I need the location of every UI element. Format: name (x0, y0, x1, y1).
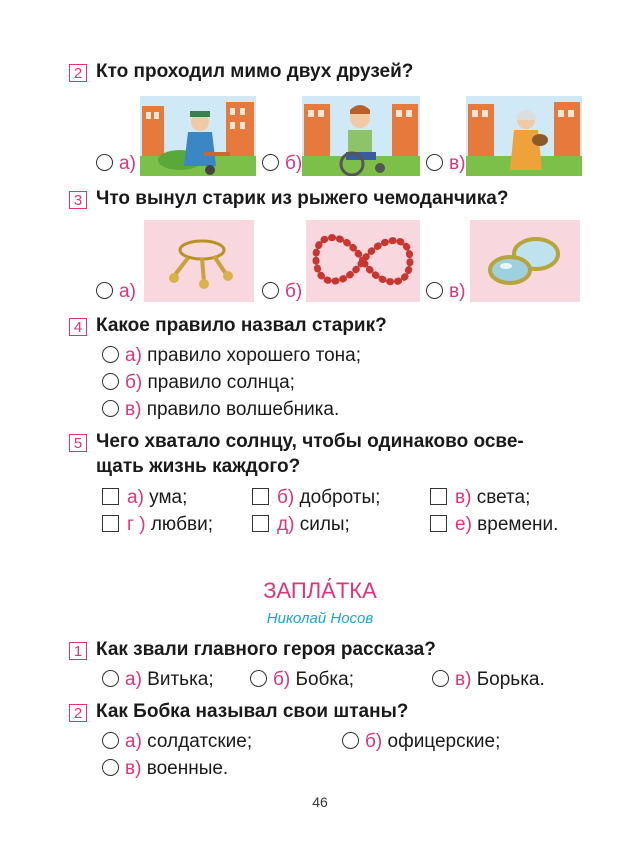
checkbox-icon[interactable] (430, 515, 447, 532)
radio-icon[interactable] (102, 373, 119, 390)
radio-icon[interactable] (102, 670, 119, 687)
radio-icon[interactable] (262, 154, 279, 171)
question-number: 2 (69, 64, 87, 82)
checkbox-option-b[interactable]: б) доброты; (252, 487, 380, 509)
page-number: 46 (312, 794, 328, 810)
option-b[interactable]: б) правило солнца; (102, 372, 295, 394)
option-b[interactable]: б) (262, 281, 302, 303)
checkbox-option-e[interactable]: д) силы; (252, 514, 350, 536)
question-number: 3 (69, 191, 87, 209)
radio-icon[interactable] (102, 346, 119, 363)
question-number: 4 (69, 318, 87, 336)
option-a[interactable]: а) (96, 153, 136, 175)
option-a[interactable]: а) солдатские; (102, 731, 252, 753)
option-b[interactable]: б) (262, 153, 302, 175)
checkbox-icon[interactable] (102, 515, 119, 532)
radio-icon[interactable] (426, 282, 443, 299)
checkbox-option-f[interactable]: е) времени. (430, 514, 558, 536)
checkbox-option-a[interactable]: а) ума; (102, 487, 187, 509)
question-text: Как Бобка называл свои штаны? (96, 701, 409, 722)
checkbox-icon[interactable] (252, 515, 269, 532)
radio-icon[interactable] (262, 282, 279, 299)
option-c[interactable]: в) правило волшебника. (102, 399, 339, 421)
question-text-line1: Чего хватало солнцу, чтобы одинаково осве- (96, 431, 524, 452)
image-boy-wheelchair (302, 96, 420, 176)
checkbox-icon[interactable] (430, 488, 447, 505)
checkbox-option-d[interactable]: г ) любви; (102, 514, 213, 536)
option-b[interactable]: б) Бобка; (250, 669, 354, 691)
radio-icon[interactable] (250, 670, 267, 687)
checkbox-icon[interactable] (102, 488, 119, 505)
radio-icon[interactable] (96, 282, 113, 299)
image-old-man-walker (140, 96, 256, 176)
story-author: Николай Носов (266, 610, 374, 627)
radio-icon[interactable] (342, 732, 359, 749)
image-mirror (470, 220, 580, 302)
option-a[interactable]: а) Витька; (102, 669, 214, 691)
question-text-line2: щать жизнь каждого? (96, 456, 301, 477)
checkbox-option-c[interactable]: в) света; (430, 487, 530, 509)
radio-icon[interactable] (102, 759, 119, 776)
question-number: 1 (69, 642, 87, 660)
question-number: 2 (69, 704, 87, 722)
option-a[interactable]: а) (96, 281, 136, 303)
radio-icon[interactable] (432, 670, 449, 687)
option-c[interactable]: в) (426, 153, 465, 175)
question-text: Кто проходил мимо двух друзей? (96, 61, 414, 82)
option-c[interactable]: в) военные. (102, 758, 228, 780)
radio-icon[interactable] (96, 154, 113, 171)
radio-icon[interactable] (102, 400, 119, 417)
checkbox-icon[interactable] (252, 488, 269, 505)
option-c[interactable]: в) Борька. (432, 669, 545, 691)
image-keys (144, 220, 254, 302)
image-woman-dog (466, 96, 582, 176)
option-a[interactable]: а) правило хорошего тона; (102, 345, 361, 367)
question-text: Как звали главного героя рассказа? (96, 639, 436, 660)
question-text: Какое правило назвал старик? (96, 315, 387, 336)
image-beads (306, 220, 420, 302)
option-c[interactable]: в) (426, 281, 465, 303)
option-b[interactable]: б) офицерские; (342, 731, 500, 753)
question-text: Что вынул старик из рыжего чемоданчика? (96, 188, 509, 209)
story-title: ЗАПЛА́ТКА (263, 578, 377, 603)
radio-icon[interactable] (426, 154, 443, 171)
radio-icon[interactable] (102, 732, 119, 749)
question-number: 5 (69, 434, 87, 452)
